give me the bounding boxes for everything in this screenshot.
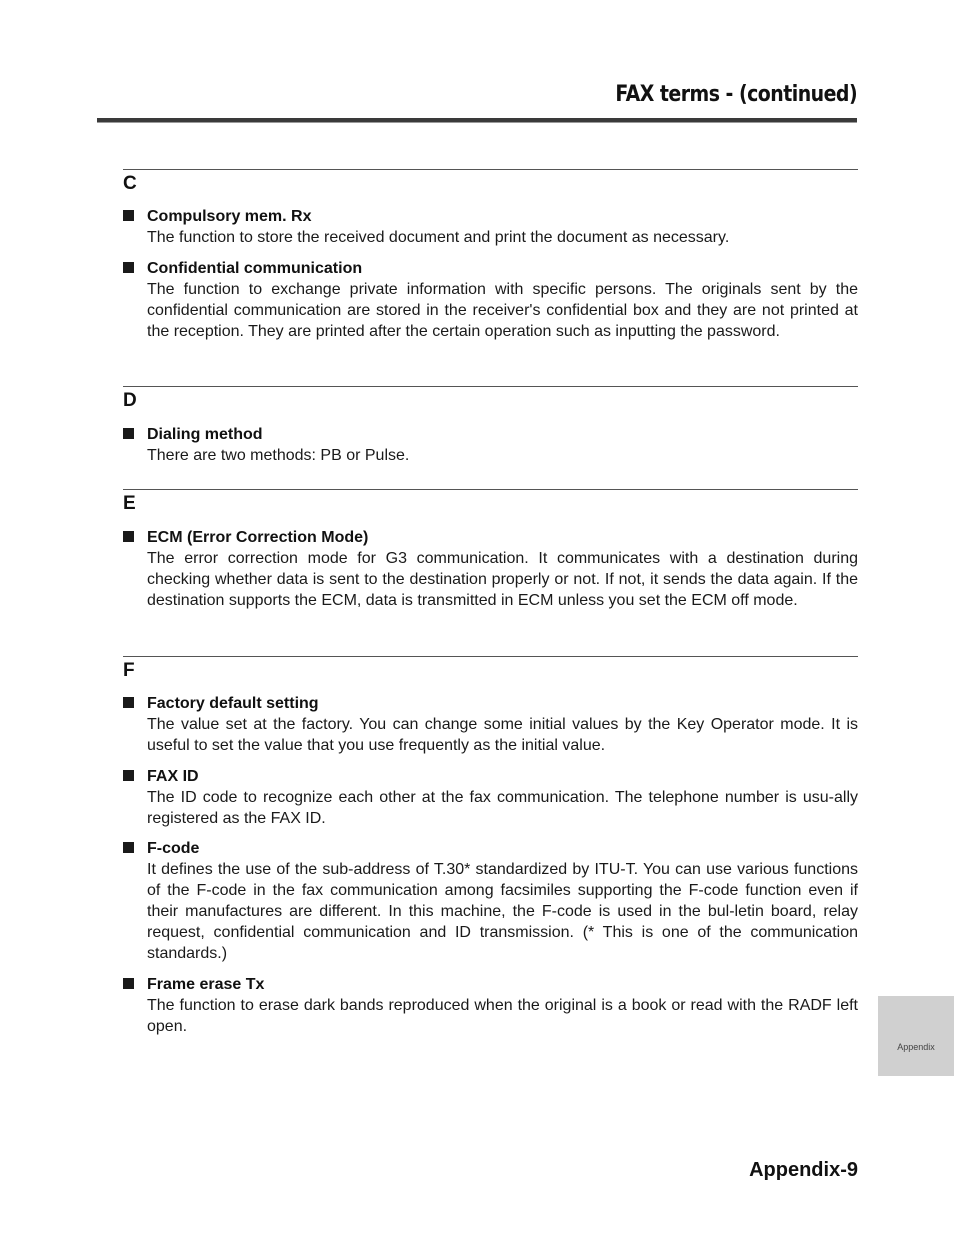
section-letter: C [123,173,137,194]
term-title: FAX ID [147,768,199,785]
term-description: It defines the use of the sub-address of T.30* standardized by ITU-T. You can use various functions of the F-code in the fax communication among facsimiles supporting the F-code function even if their manufactures are different. In this machine, the F-code is used in the bul-letin board, relay request, confidential communication and ID transmission. (* This is one of the communication standards.) [147,861,858,962]
term-title: Factory default setting [147,695,319,712]
square-bullet-icon [123,770,134,781]
square-bullet-icon [123,210,134,221]
term-description: The value set at the factory. You can change some initial values by the Key Operator mode. It is useful to set the value that you use frequently as the initial value. [147,716,858,754]
section-divider [123,169,858,170]
page-title: FAX terms - (continued) [615,82,857,107]
term-title: Compulsory mem. Rx [147,208,312,225]
term-description: The function to erase dark bands reproduced when the original is a book or read with the RADF left open. [147,997,858,1035]
term-title: Frame erase Tx [147,976,265,993]
term-title: ECM (Error Correction Mode) [147,529,369,546]
square-bullet-icon [123,428,134,439]
header-divider [97,118,857,123]
section-letter: D [123,390,137,411]
square-bullet-icon [123,978,134,989]
chapter-tab-label: Appendix [897,1042,935,1052]
term-description: The ID code to recognize each other at the fax communication. The telephone number is usu-ally registered as the FAX ID. [147,789,858,827]
square-bullet-icon [123,262,134,273]
term-description: The function to store the received document and print the document as necessary. [147,229,730,246]
term-title: F-code [147,840,200,857]
section-letter: E [123,493,136,514]
section-letter: F [123,660,135,681]
term-title: Confidential communication [147,260,363,277]
square-bullet-icon [123,697,134,708]
term-description: The function to exchange private information with specific persons. The originals sent by the confidential communication are stored in the receiver's confidential box and they are not printed at the reception. They are printed after the certain operation such as inputting the password. [147,281,858,340]
section-divider [123,489,858,490]
page-number: Appendix-9 [749,1159,858,1181]
section-divider [123,656,858,657]
term-description: There are two methods: PB or Pulse. [147,447,410,464]
term-title: Dialing method [147,426,263,443]
square-bullet-icon [123,531,134,542]
square-bullet-icon [123,842,134,853]
section-divider [123,386,858,387]
chapter-thumb-tab [878,996,954,1076]
term-description: The error correction mode for G3 communication. It communicates with a destination during checking whether data is sent to the destination properly or not. If not, it sends the data again. If the destination supports the ECM, data is transmitted in ECM unless you set the ECM off mode. [147,550,858,609]
